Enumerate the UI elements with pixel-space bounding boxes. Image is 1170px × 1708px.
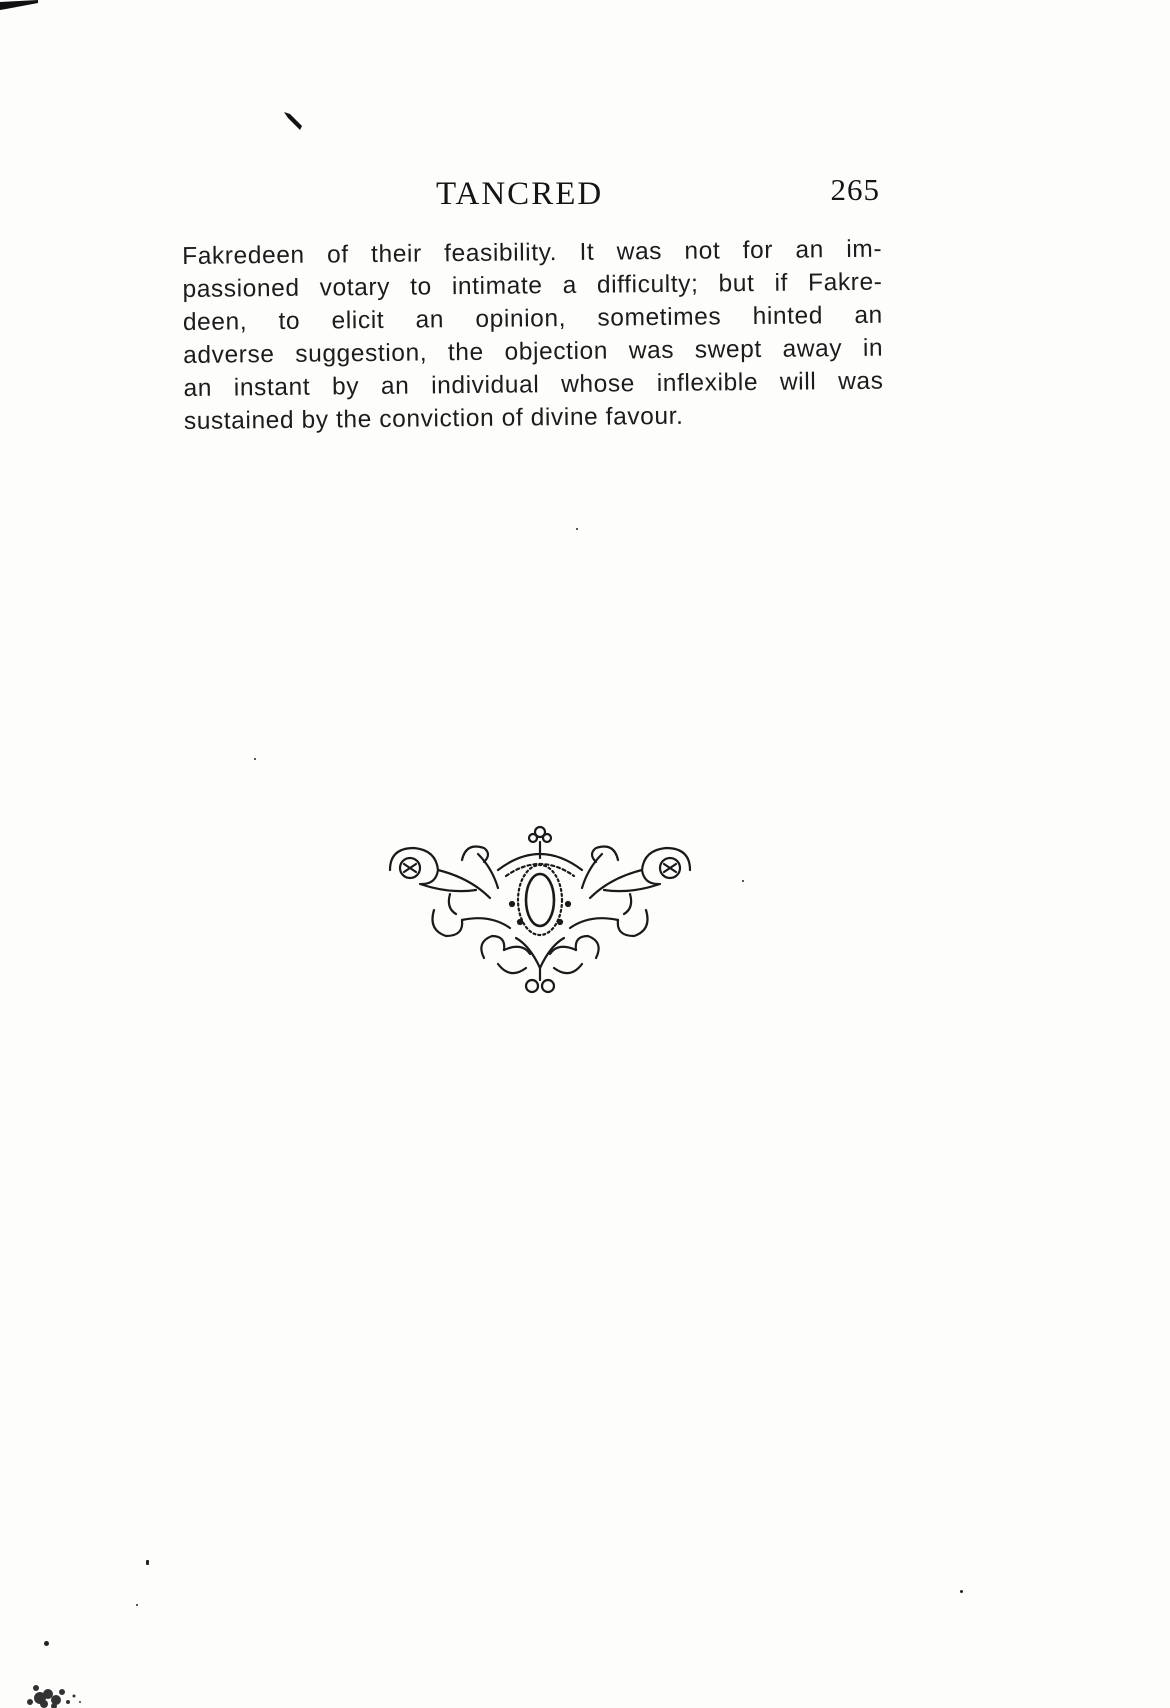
text-line: sustained by the conviction of divine favour.: [183, 402, 684, 435]
scan-speck: [44, 1641, 49, 1646]
running-title: TANCRED: [436, 176, 604, 212]
page-number: 265: [830, 172, 880, 207]
text-line: Fakredeen of their feasibility. It was not for an im-: [182, 235, 883, 270]
scan-edge-mark: [0, 0, 40, 16]
scan-speck: [576, 528, 578, 530]
scan-speck: [742, 880, 744, 882]
scan-smudge: [26, 1668, 106, 1708]
scan-speck: [146, 1560, 149, 1565]
running-head: [180, 168, 880, 218]
text-line: passioned votary to intimate a difficulty; but if Fakre-: [182, 268, 883, 303]
body-paragraph: [182, 233, 884, 438]
scan-speck: [136, 1604, 138, 1606]
scan-speck: [254, 758, 256, 760]
scan-speck: [960, 1590, 963, 1593]
stray-ink-mark: [282, 110, 306, 134]
text-line: an instant by an individual whose inflexible will was: [183, 367, 884, 402]
fleuron-tailpiece-icon: [380, 818, 700, 1000]
text-line: deen, to elicit an opinion, sometimes hinted an: [182, 301, 883, 336]
text-line: adverse suggestion, the objection was swept away in: [183, 334, 884, 369]
